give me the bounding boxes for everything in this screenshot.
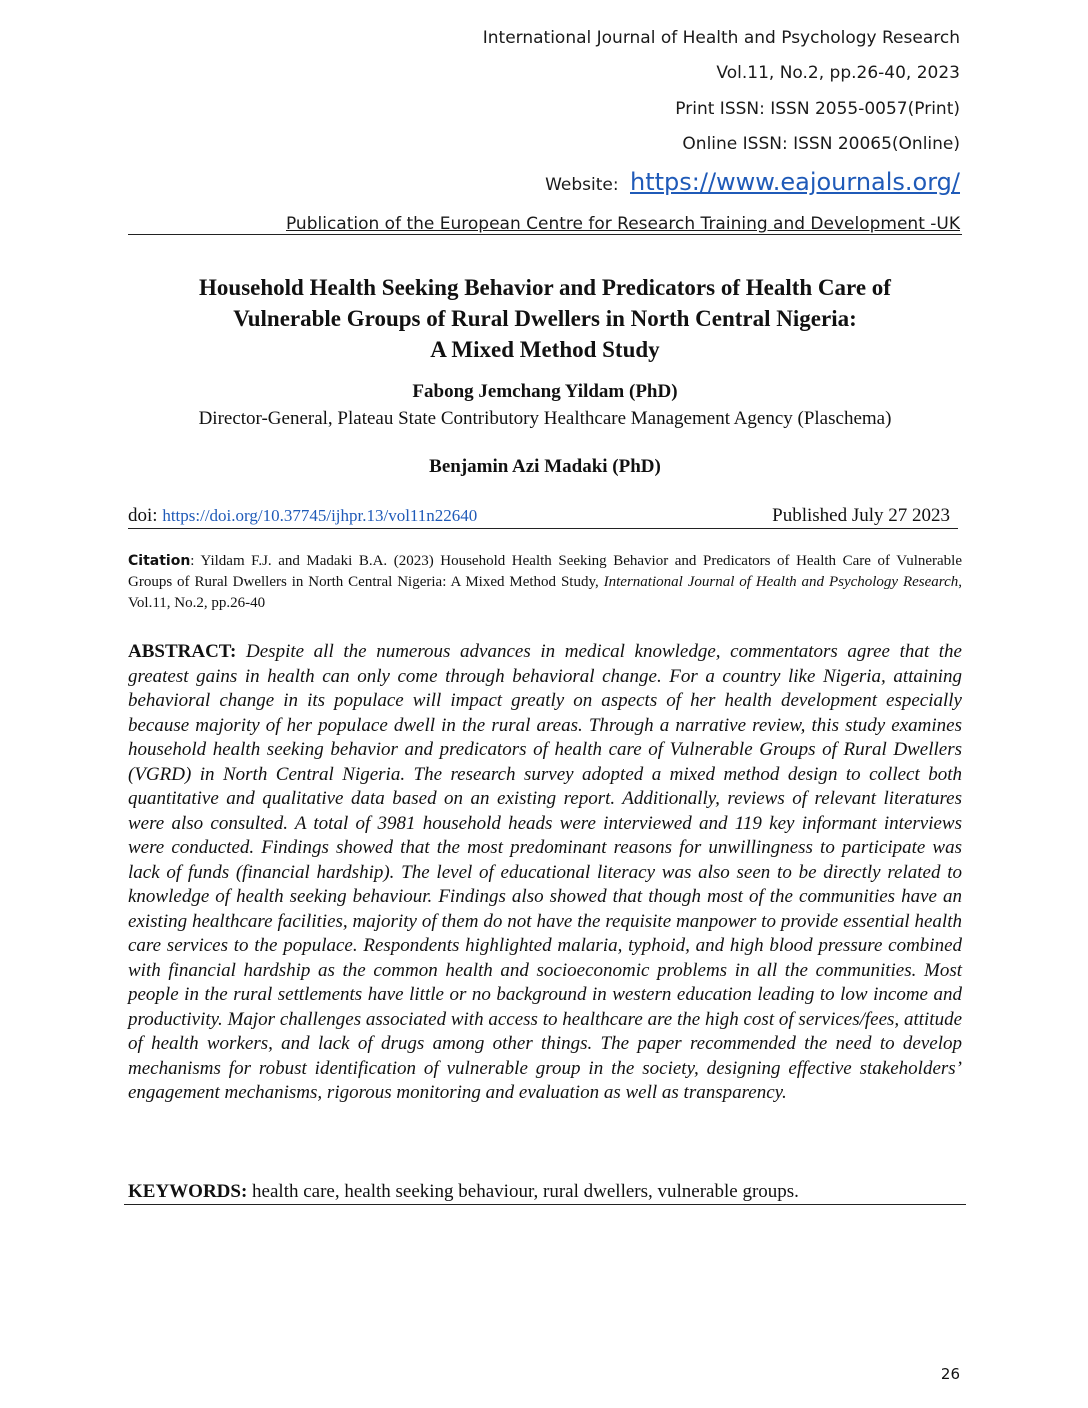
keywords-text: health care, health seeking behaviour, rural dwellers, vulnerable groups. <box>247 1181 799 1202</box>
website-line <box>545 168 960 196</box>
citation-details: , Vol.11, No.2, pp.26-40 <box>128 574 962 611</box>
published-date: Published July 27 2023 <box>772 505 950 526</box>
doi-divider <box>128 528 958 529</box>
keywords-label: KEYWORDS: <box>128 1181 248 1202</box>
title-line-1: Household Health Seeking Behavior and Predicators of Health Care of <box>199 275 891 300</box>
page-number: 26 <box>940 1365 960 1383</box>
keywords <box>128 1181 962 1203</box>
title-line-3: A Mixed Method Study <box>430 337 660 362</box>
doi-line <box>128 505 962 527</box>
author-1-affiliation: Director-General, Plateau State Contributory Healthcare Management Agency (Plaschema) <box>198 408 892 429</box>
citation <box>128 551 962 614</box>
citation-journal: International Journal of Health and Psychology Research <box>603 574 959 590</box>
online-issn: Online ISSN: ISSN 20065(Online) <box>682 134 960 154</box>
citation-label: Citation <box>128 553 191 569</box>
paper-title <box>128 272 962 365</box>
abstract-label: ABSTRACT: <box>128 641 237 662</box>
journal-name: International Journal of Health and Psychology Research <box>482 28 960 48</box>
publisher-line: Publication of the European Centre for Research Training and Development -UK <box>285 214 960 234</box>
website-label: Website: <box>545 175 619 195</box>
author-1: Fabong Jemchang Yildam (PhD) <box>412 381 678 402</box>
abstract <box>128 640 962 1106</box>
keywords-divider <box>124 1204 966 1205</box>
title-line-2: Vulnerable Groups of Rural Dwellers in North Central Nigeria: <box>233 306 857 331</box>
doi-link[interactable]: https://doi.org/10.37745/ijhpr.13/vol11n22640 <box>162 506 478 525</box>
print-issn: Print ISSN: ISSN 2055-0057(Print) <box>675 99 960 119</box>
citation-text: : Yildam F.J. and Madaki B.A. (2023) Household Health Seeking Behavior and Predicators of Health Care of Vulnerable Groups of Rural Dwellers in North Central Nigeria: A Mixed Method Study, <box>128 553 962 590</box>
volume-info: Vol.11, No.2, pp.26-40, 2023 <box>716 63 960 83</box>
abstract-text: Despite all the numerous advances in medical knowledge, commentators agree that the greatest gains in health can only come through behavioral change. For a country like Nigeria, attaining behavioral change in its populace will impact greatly on aspects of her health development especially because majority of her populace dwell in the rural areas. Through a narrative review, this study examines household health seeking behavior and predicators of health care of Vulnerable Groups of Rural Dwellers (VGRD) in North Central Nigeria. The research survey adopted a mixed method design to collect both quantitative and qualitative data based on an existing report. Additionally, reviews of relevant literatures were also consulted. A total of 3981 household heads were interviewed and 119 key informant interviews were conducted. Findings showed that the most predominant reasons for unwillingness to participate was lack of funds (financial hardship). The level of educational literacy was also seen to be directly related to knowledge of health seeking behaviour. Findings also showed that though most of the communities have an existing healthcare facilities, majority of them do not have the requisite manpower to provide essential health care services to the populace. Respondents highlighted malaria, typhoid, and high blood pressure combined with financial hardship as the common health and socioeconomic problems in all the communities. Most people in the rural settlements have little or no background in western education leading to low income and productivity. Major challenges associated with access to healthcare are the high cost of services/fees, attitude of health workers, and lack of drugs among other things. The paper recommended the need to develop mechanisms for robust identification of vulnerable group in the society, designing effective stakeholders’ engagement mechanisms, rigorous monitoring and evaluation as well as transparency. <box>128 641 962 1103</box>
doi-label: doi: <box>128 505 158 526</box>
header-divider <box>128 234 962 235</box>
website-link[interactable]: https://www.eajournals.org/ <box>630 168 960 196</box>
author-2: Benjamin Azi Madaki (PhD) <box>429 456 661 477</box>
